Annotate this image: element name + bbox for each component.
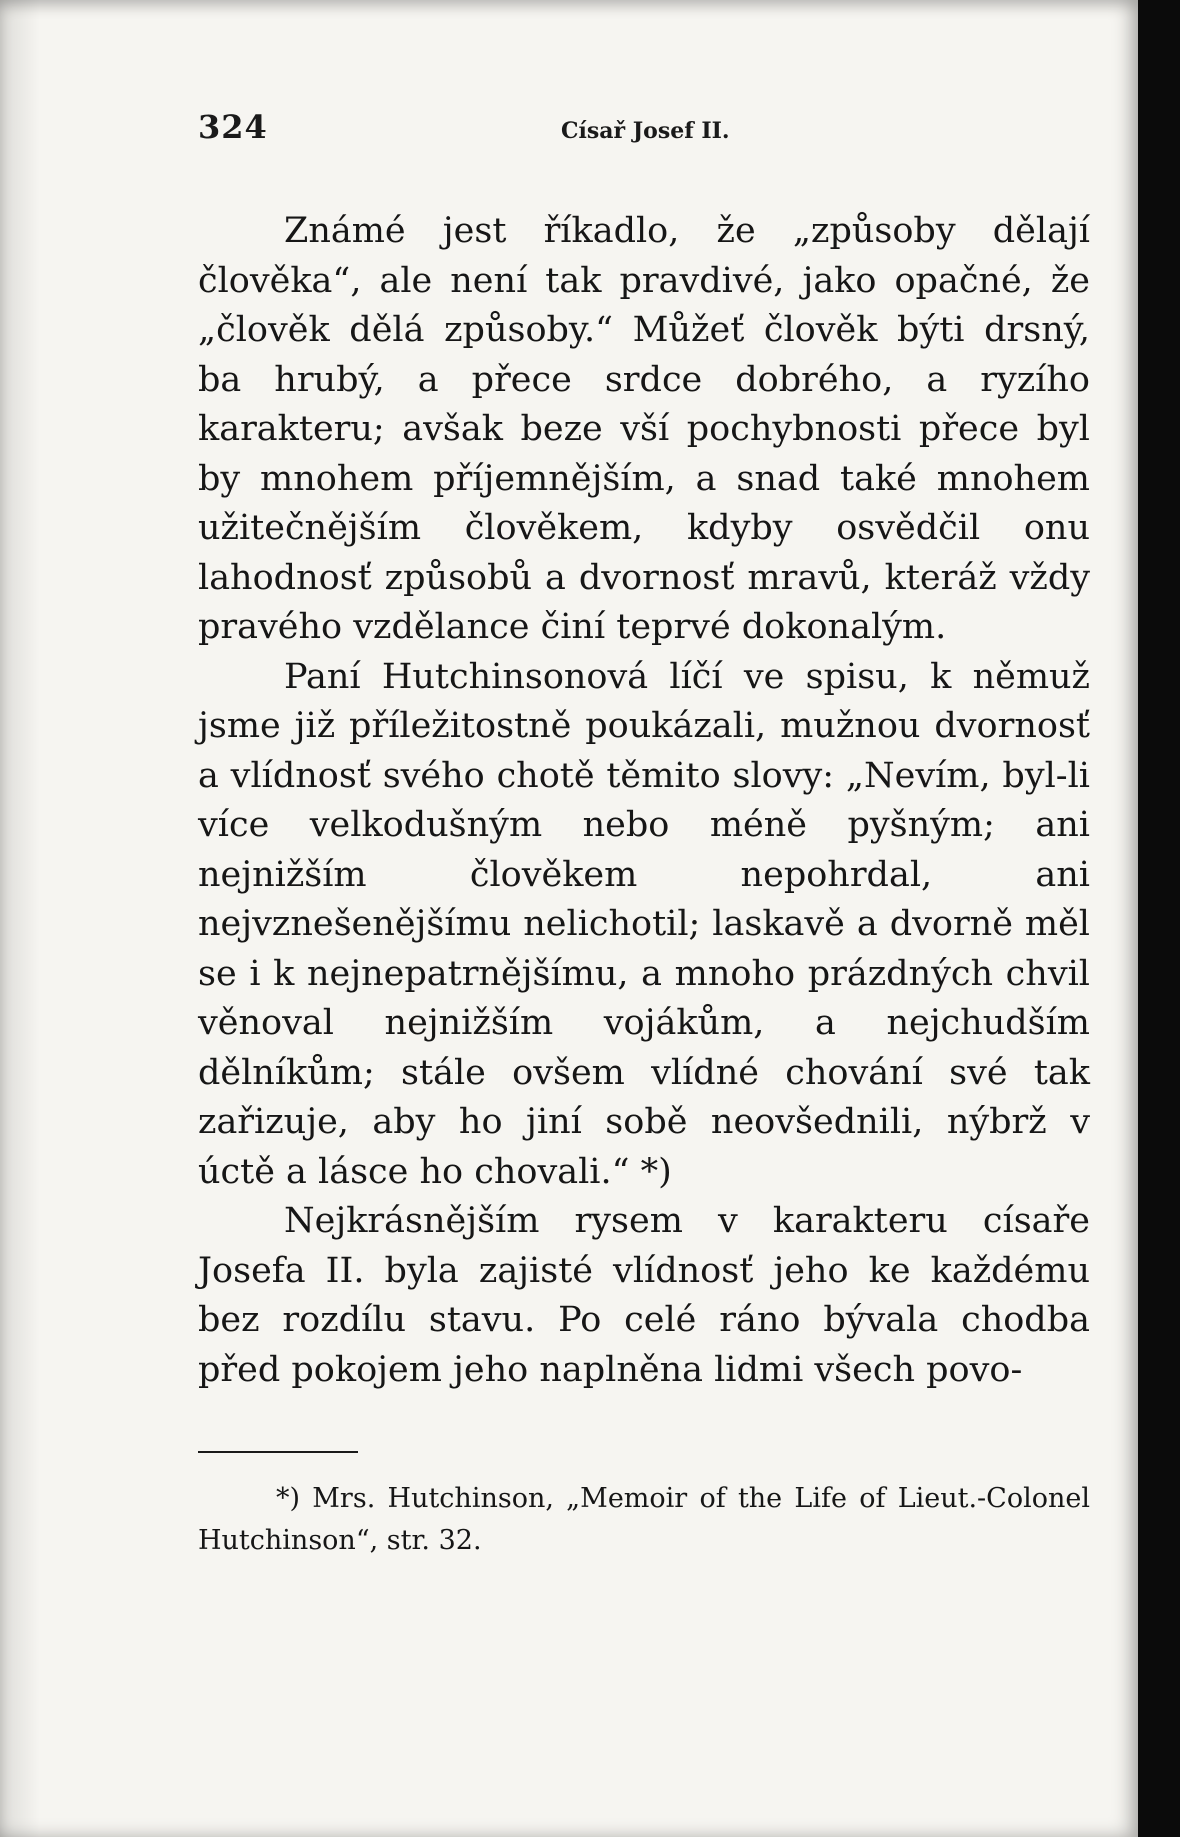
page-number: 324 bbox=[198, 108, 268, 146]
paragraph: Paní Hutchinsonová líčí ve spisu, k němuž jsme již příležitostně poukázali, mužnou dvornosť a vlídnosť svého chotě těmito slovy: „Nevím, byl-li více velkodušným nebo méně pyšným; ani nejnižším člověkem nepohrdal, ani nejvznešenějšímu nelichotil; laskavě a dvorně měl se i k nejnepatrnějšímu, a mnoho prázdných chvil věnoval nejnižším vojákům, a nejchudším dělníkům; stále ovšem vlídné chování své tak zařizuje, aby ho jiní sobě neovšednili, nýbrž v úctě a lásce ho chovali.“ *) bbox=[198, 656, 1090, 1192]
footnote bbox=[198, 1478, 1090, 1562]
paragraph: Nejkrásnějším rysem v karakteru císaře Josefa II. byla zajisté vlídnosť jeho ke každému bez rozdílu stavu. Po celé ráno bývala chodba před pokojem jeho naplněna lidmi všech povo- bbox=[198, 1201, 1090, 1390]
paragraph: Známé jest říkadlo, že „způsoby dělají člověka“, ale není tak pravdivé, jako opačné, že „člověk dělá způsoby.“ Můžeť člověk býti drsný, ba hrubý, a přece srdce dobrého, a ryzího karakteru; avšak beze vší pochybnosti přece byl by mnohem příjemnějším, a snad také mnohem užitečnějším člověkem, kdyby osvědčil onu lahodnosť způsobů a dvornosť mravů, kteráž vždy pravého vzdělance činí teprvé dokonalým. bbox=[198, 211, 1090, 647]
body-text bbox=[198, 207, 1090, 1395]
running-head: Císař Josef II. bbox=[561, 118, 730, 144]
page-header bbox=[198, 108, 1088, 158]
footnote-text: *) Mrs. Hutchinson, „Memoir of the Life of Lieut.-Colonel Hutchinson“, str. 32. bbox=[198, 1483, 1090, 1556]
footnote-divider bbox=[198, 1451, 358, 1453]
page-edge-shadow bbox=[0, 0, 40, 1837]
